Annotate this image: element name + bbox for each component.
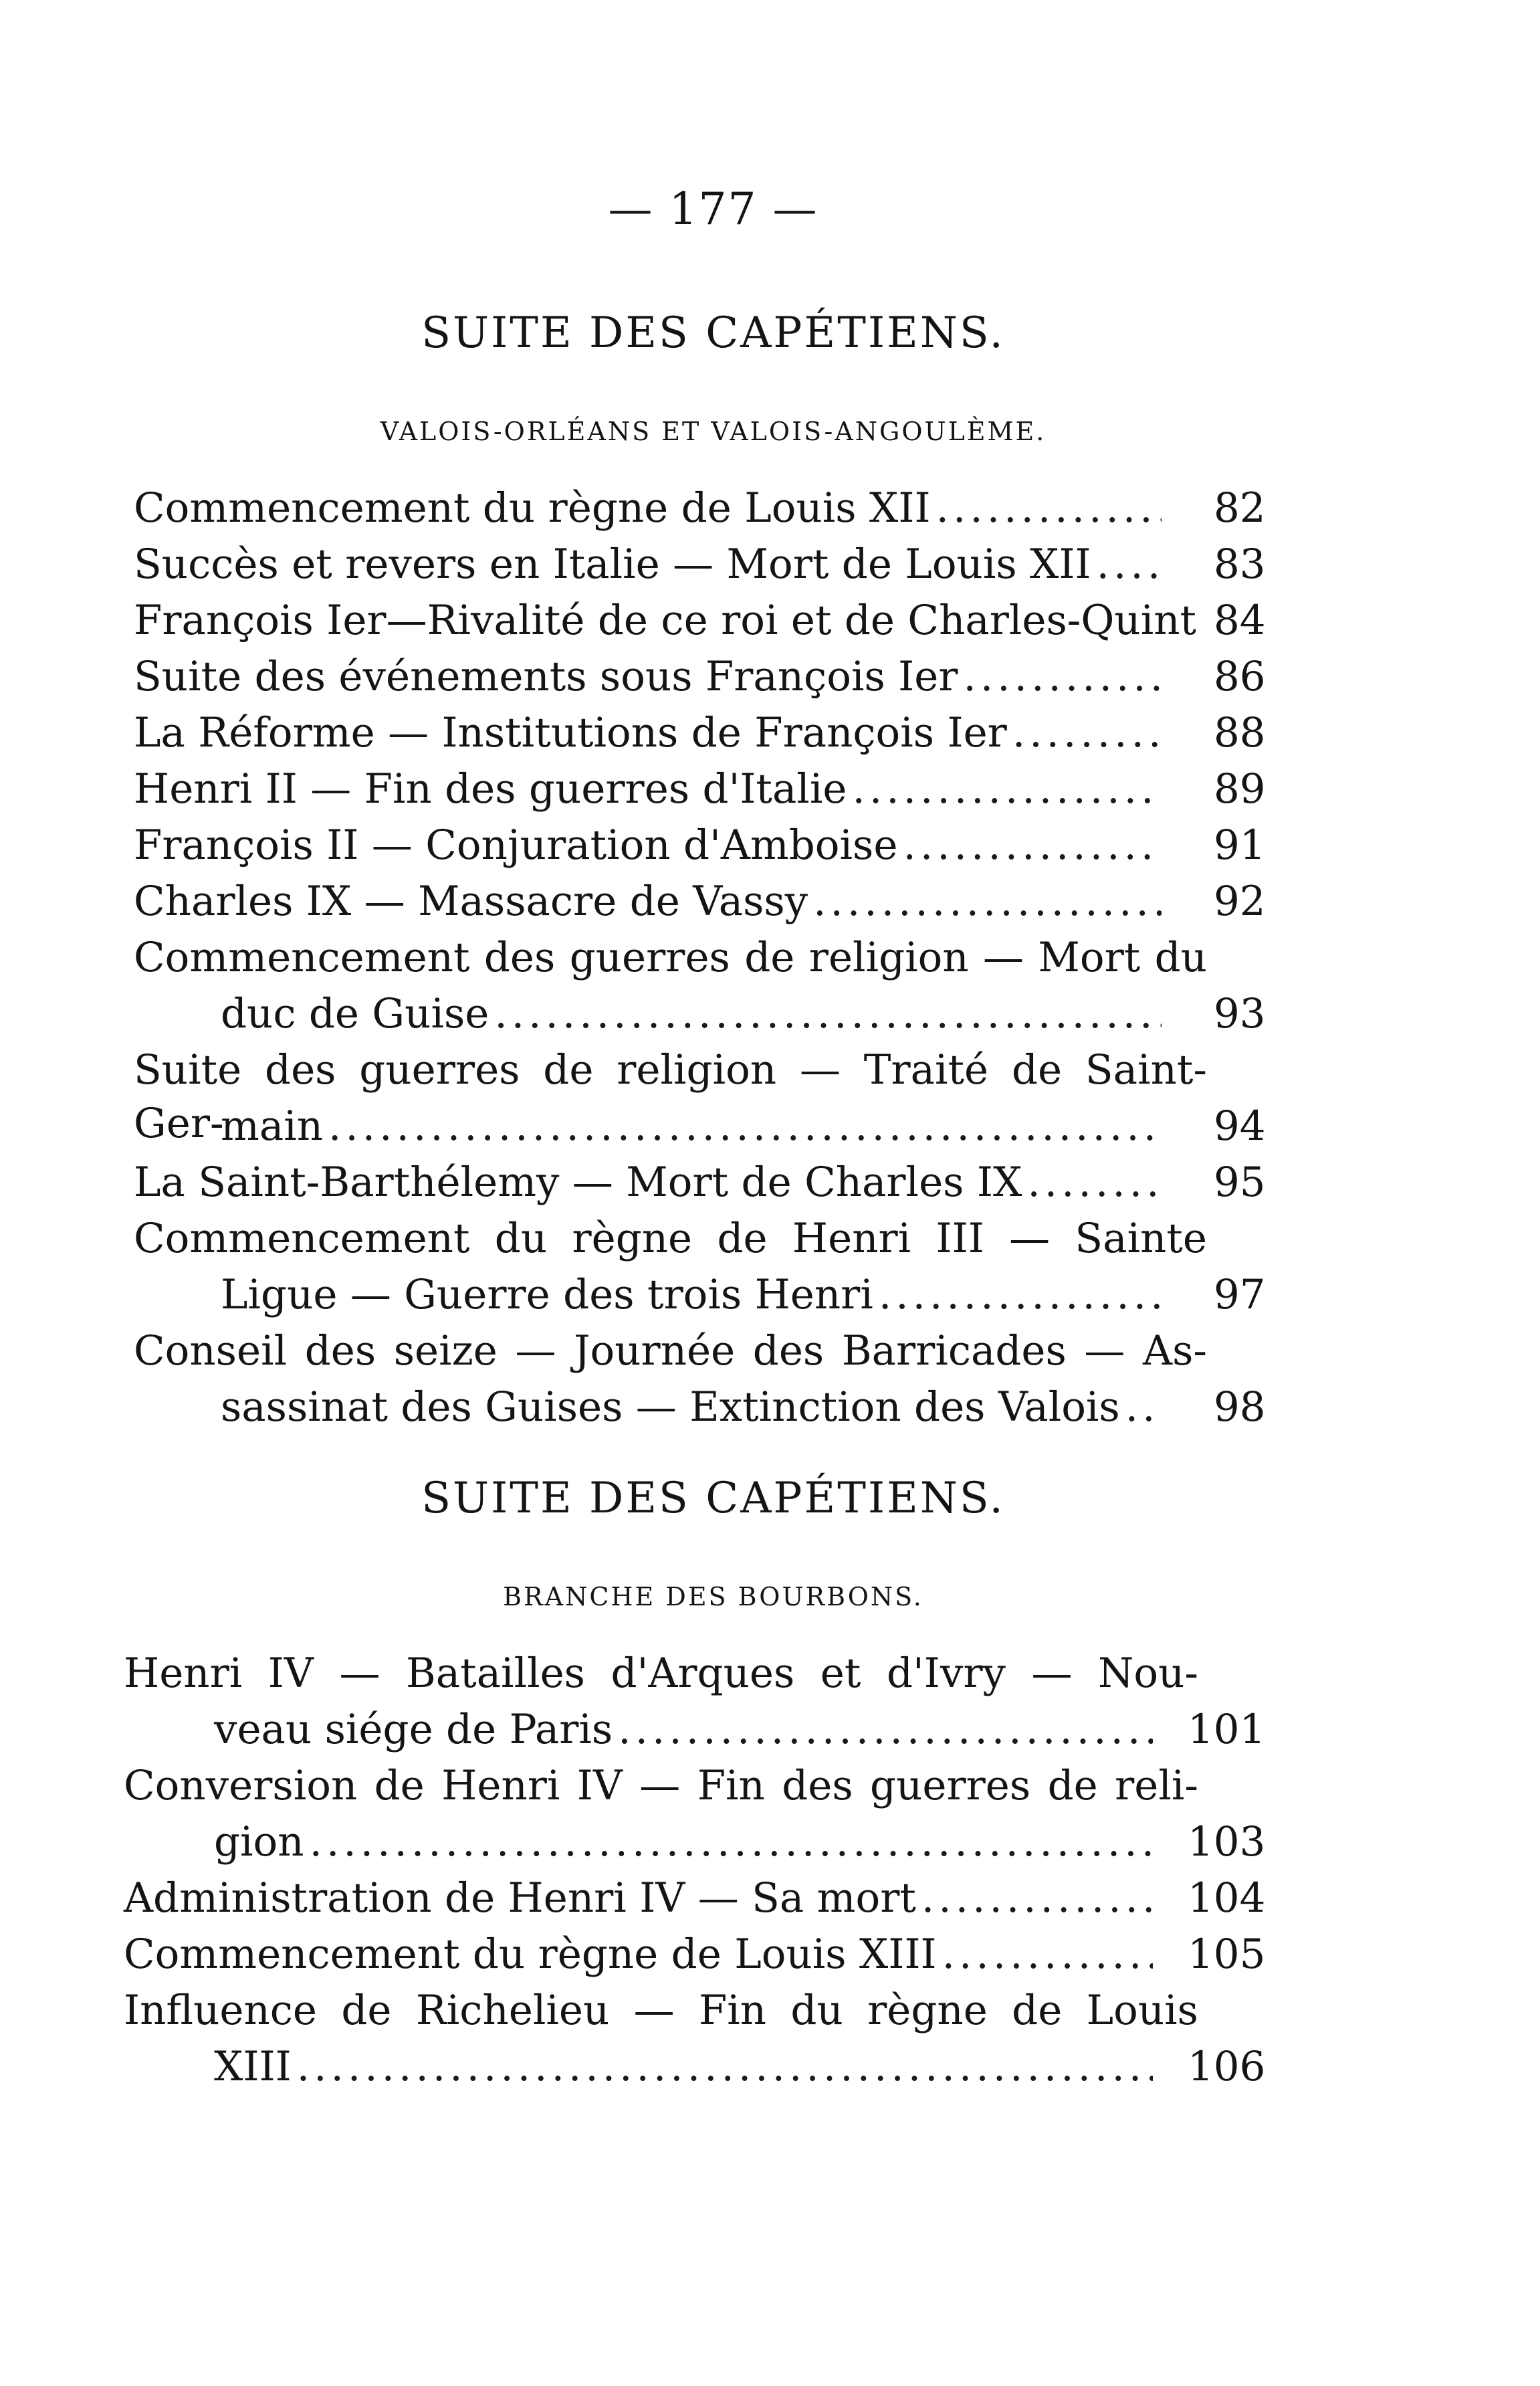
page-reference: 89 xyxy=(1214,765,1266,813)
toc-entry xyxy=(134,931,1207,985)
toc-entry-continuation xyxy=(214,1815,1158,1869)
toc-entry-text: duc de Guise xyxy=(221,990,489,1037)
toc-entry-text: Influence de Richelieu — Fin du règne de Louis xyxy=(124,1987,1198,2034)
toc-entry xyxy=(134,482,1167,535)
toc-entry-text: Henri II — Fin des guerres d'Italie xyxy=(134,765,847,813)
page-reference: 92 xyxy=(1214,878,1266,925)
page-reference: 97 xyxy=(1214,1271,1266,1318)
toc-entry-continuation xyxy=(221,1268,1167,1322)
page-reference: 91 xyxy=(1214,821,1266,869)
toc-entry-text: Administration de Henri IV — Sa mort xyxy=(124,1874,916,1922)
dot-leader xyxy=(1125,1381,1162,1434)
toc-entry-continuation xyxy=(214,1703,1158,1757)
section-title xyxy=(0,1472,1540,1525)
toc-entry-continuation xyxy=(214,2040,1158,2094)
toc-entry-text: François II — Conjuration d'Amboise xyxy=(134,821,898,869)
section-subtitle-text: BRANCHE DES BOURBONS. xyxy=(503,1582,923,1611)
toc-entry-continuation xyxy=(221,987,1167,1041)
toc-entry-text: Commencement du règne de Henri III — Sainte xyxy=(134,1215,1207,1262)
dot-leader xyxy=(328,1100,1162,1153)
page-reference: 105 xyxy=(1188,1930,1266,1978)
toc-entry-text: La Saint-Barthélemy — Mort de Charles IX xyxy=(134,1159,1022,1206)
page-reference: 86 xyxy=(1214,653,1266,700)
toc-entry-text: François Ier—Rivalité de ce roi et de Charles-Quint xyxy=(134,597,1197,644)
dot-leader xyxy=(936,482,1162,535)
toc-entry-text: main xyxy=(221,1102,324,1150)
toc-entry xyxy=(134,875,1167,928)
toc-entry-text: Conversion de Henri IV — Fin des guerres de reli- xyxy=(124,1762,1198,1809)
toc-entry xyxy=(134,594,1197,648)
page-reference: 84 xyxy=(1214,597,1266,644)
dot-leader xyxy=(852,763,1162,816)
dot-leader xyxy=(310,1815,1153,1869)
page-reference: 103 xyxy=(1188,1818,1266,1866)
page-reference: 82 xyxy=(1214,484,1266,532)
toc-entry-text: Commencement du règne de Louis XIII xyxy=(124,1930,937,1978)
toc-entry xyxy=(124,1928,1158,1981)
dot-leader xyxy=(942,1928,1153,1981)
toc-entry-text: Charles IX — Massacre de Vassy xyxy=(134,878,808,925)
toc-entry xyxy=(134,706,1167,760)
toc-entry-text: Henri IV — Batailles d'Arques et d'Ivry — Nou- xyxy=(124,1650,1198,1697)
page-reference: 101 xyxy=(1188,1706,1266,1753)
page-reference: 88 xyxy=(1214,709,1266,757)
toc-entry-text: Conseil des seize — Journée des Barricades — As- xyxy=(134,1327,1207,1375)
dot-leader xyxy=(297,2040,1153,2094)
section-subtitle xyxy=(0,411,1540,452)
toc-entry-text: sassinat des Guises — Extinction des Valois xyxy=(221,1383,1120,1431)
toc-entry xyxy=(134,1156,1167,1209)
toc-entry-continuation xyxy=(221,1381,1167,1434)
page-number xyxy=(0,179,1540,239)
dot-leader xyxy=(964,650,1162,704)
toc-entry-text: XIII xyxy=(214,2043,292,2090)
section-title-text: SUITE DES CAPÉTIENS. xyxy=(421,1474,1005,1523)
toc-entry xyxy=(134,763,1167,816)
toc-entry-text: Suite des guerres de religion — Traité de Saint-Ger- xyxy=(134,1046,1207,1147)
page-reference: 93 xyxy=(1214,990,1266,1037)
dot-leader xyxy=(494,987,1162,1041)
toc-entry-text: Commencement du règne de Louis XII xyxy=(134,484,931,532)
toc-entry xyxy=(134,819,1167,872)
page-reference: 95 xyxy=(1214,1159,1266,1206)
page-number-text: — 177 — xyxy=(608,183,818,235)
section-subtitle xyxy=(0,1577,1540,1617)
toc-entry-text: gion xyxy=(214,1818,304,1866)
toc-entry xyxy=(124,1647,1198,1700)
dot-leader xyxy=(921,1872,1153,1925)
toc-entry-text: Commencement des guerres de religion — Mort du xyxy=(134,934,1207,981)
toc-entry xyxy=(134,538,1167,591)
toc-entry xyxy=(134,650,1167,704)
page-reference: 106 xyxy=(1188,2043,1266,2090)
section-subtitle-text: VALOIS-ORLÉANS ET VALOIS-ANGOULÈME. xyxy=(380,417,1047,446)
page-reference: 104 xyxy=(1188,1874,1266,1922)
page-reference: 83 xyxy=(1214,540,1266,588)
page-reference: 98 xyxy=(1214,1383,1266,1431)
dot-leader xyxy=(618,1703,1153,1757)
toc-entry xyxy=(134,1324,1207,1378)
dot-leader xyxy=(1012,706,1162,760)
toc-entry xyxy=(124,1984,1198,2037)
page-reference: 94 xyxy=(1214,1102,1266,1150)
toc-entry-text: Suite des événements sous François Ier xyxy=(134,653,958,700)
toc-entry-text: Ligue — Guerre des trois Henri xyxy=(221,1271,873,1318)
toc-entry-text: La Réforme — Institutions de François Ier xyxy=(134,709,1007,757)
dot-leader xyxy=(879,1268,1162,1322)
dot-leader xyxy=(1097,538,1162,591)
dot-leader xyxy=(1027,1156,1162,1209)
toc-entry-continuation xyxy=(221,1100,1167,1153)
toc-entry xyxy=(134,1212,1207,1266)
toc-entry-text: veau siége de Paris xyxy=(214,1706,613,1753)
dot-leader xyxy=(813,875,1162,928)
dot-leader xyxy=(903,819,1162,872)
section-title-text: SUITE DES CAPÉTIENS. xyxy=(421,308,1005,358)
toc-entry-text: Succès et revers en Italie — Mort de Louis XII xyxy=(134,540,1091,588)
section-title xyxy=(0,306,1540,360)
toc-entry xyxy=(124,1759,1198,1813)
toc-entry xyxy=(124,1872,1158,1925)
